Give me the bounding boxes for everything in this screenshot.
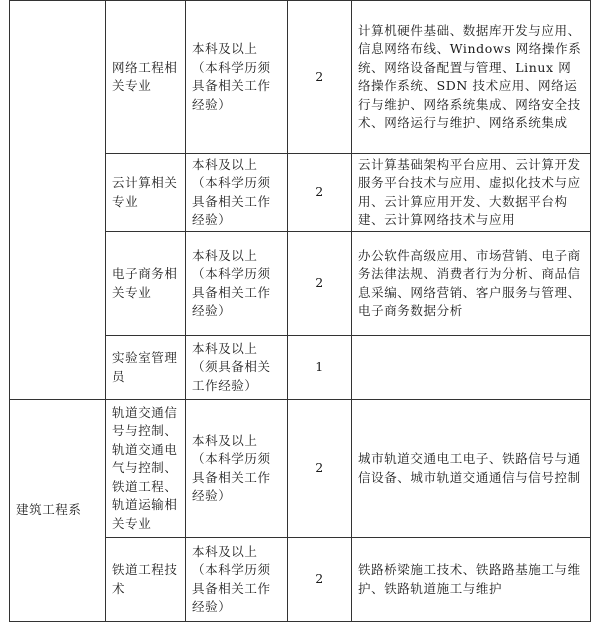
requirements-cell [352,336,591,400]
department-cell: 建筑工程系 [10,400,106,622]
major-cell: 轨道交通信号与控制、轨道交通电气与控制、铁道工程、轨道运输相关专业 [106,400,186,538]
table-row [10,400,591,538]
requirements-cell: 办公软件高级应用、市场营销、电子商务法律法规、消费者行为分析、商品信息采编、网络营销、客户服务与管理、电子商务数据分析 [352,232,591,336]
education-cell: 本科及以上（须具备相关工作经验） [186,336,288,400]
count-cell: 2 [288,154,352,232]
education-cell: 本科及以上（本科学历须具备相关工作经验） [186,400,288,538]
education-cell: 本科及以上（本科学历须具备相关工作经验） [186,232,288,336]
count-cell: 2 [288,232,352,336]
requirements-cell: 城市轨道交通电工电子、铁路信号与通信设备、城市轨道交通通信与信号控制 [352,400,591,538]
department-cell-empty [10,1,106,400]
requirements-cell: 计算机硬件基础、数据库开发与应用、信息网络布线、Windows 网络操作系统、网络设备配置与管理、Linux 网络操作系统、SDN 技术应用、网络运行与维护、网络系统集成、网络安全技术、网络运行与维护、网络系统集成 [352,1,591,154]
education-cell: 本科及以上（本科学历须具备相关工作经验） [186,538,288,622]
count-cell: 2 [288,1,352,154]
major-cell: 电子商务相关专业 [106,232,186,336]
major-cell: 铁道工程技术 [106,538,186,622]
table-row [10,1,591,154]
education-cell: 本科及以上（本科学历须具备相关工作经验） [186,154,288,232]
count-cell: 2 [288,400,352,538]
major-cell: 实验室管理员 [106,336,186,400]
major-cell: 云计算相关专业 [106,154,186,232]
recruitment-table [9,0,591,622]
education-cell: 本科及以上（本科学历须具备相关工作经验） [186,1,288,154]
major-cell: 网络工程相关专业 [106,1,186,154]
requirements-cell: 铁路桥梁施工技术、铁路路基施工与维护、铁路轨道施工与维护 [352,538,591,622]
requirements-cell: 云计算基础架构平台应用、云计算开发服务平台技术与应用、虚拟化技术与应用、云计算应用开发、大数据平台构建、云计算网络技术与应用 [352,154,591,232]
count-cell: 2 [288,538,352,622]
count-cell: 1 [288,336,352,400]
